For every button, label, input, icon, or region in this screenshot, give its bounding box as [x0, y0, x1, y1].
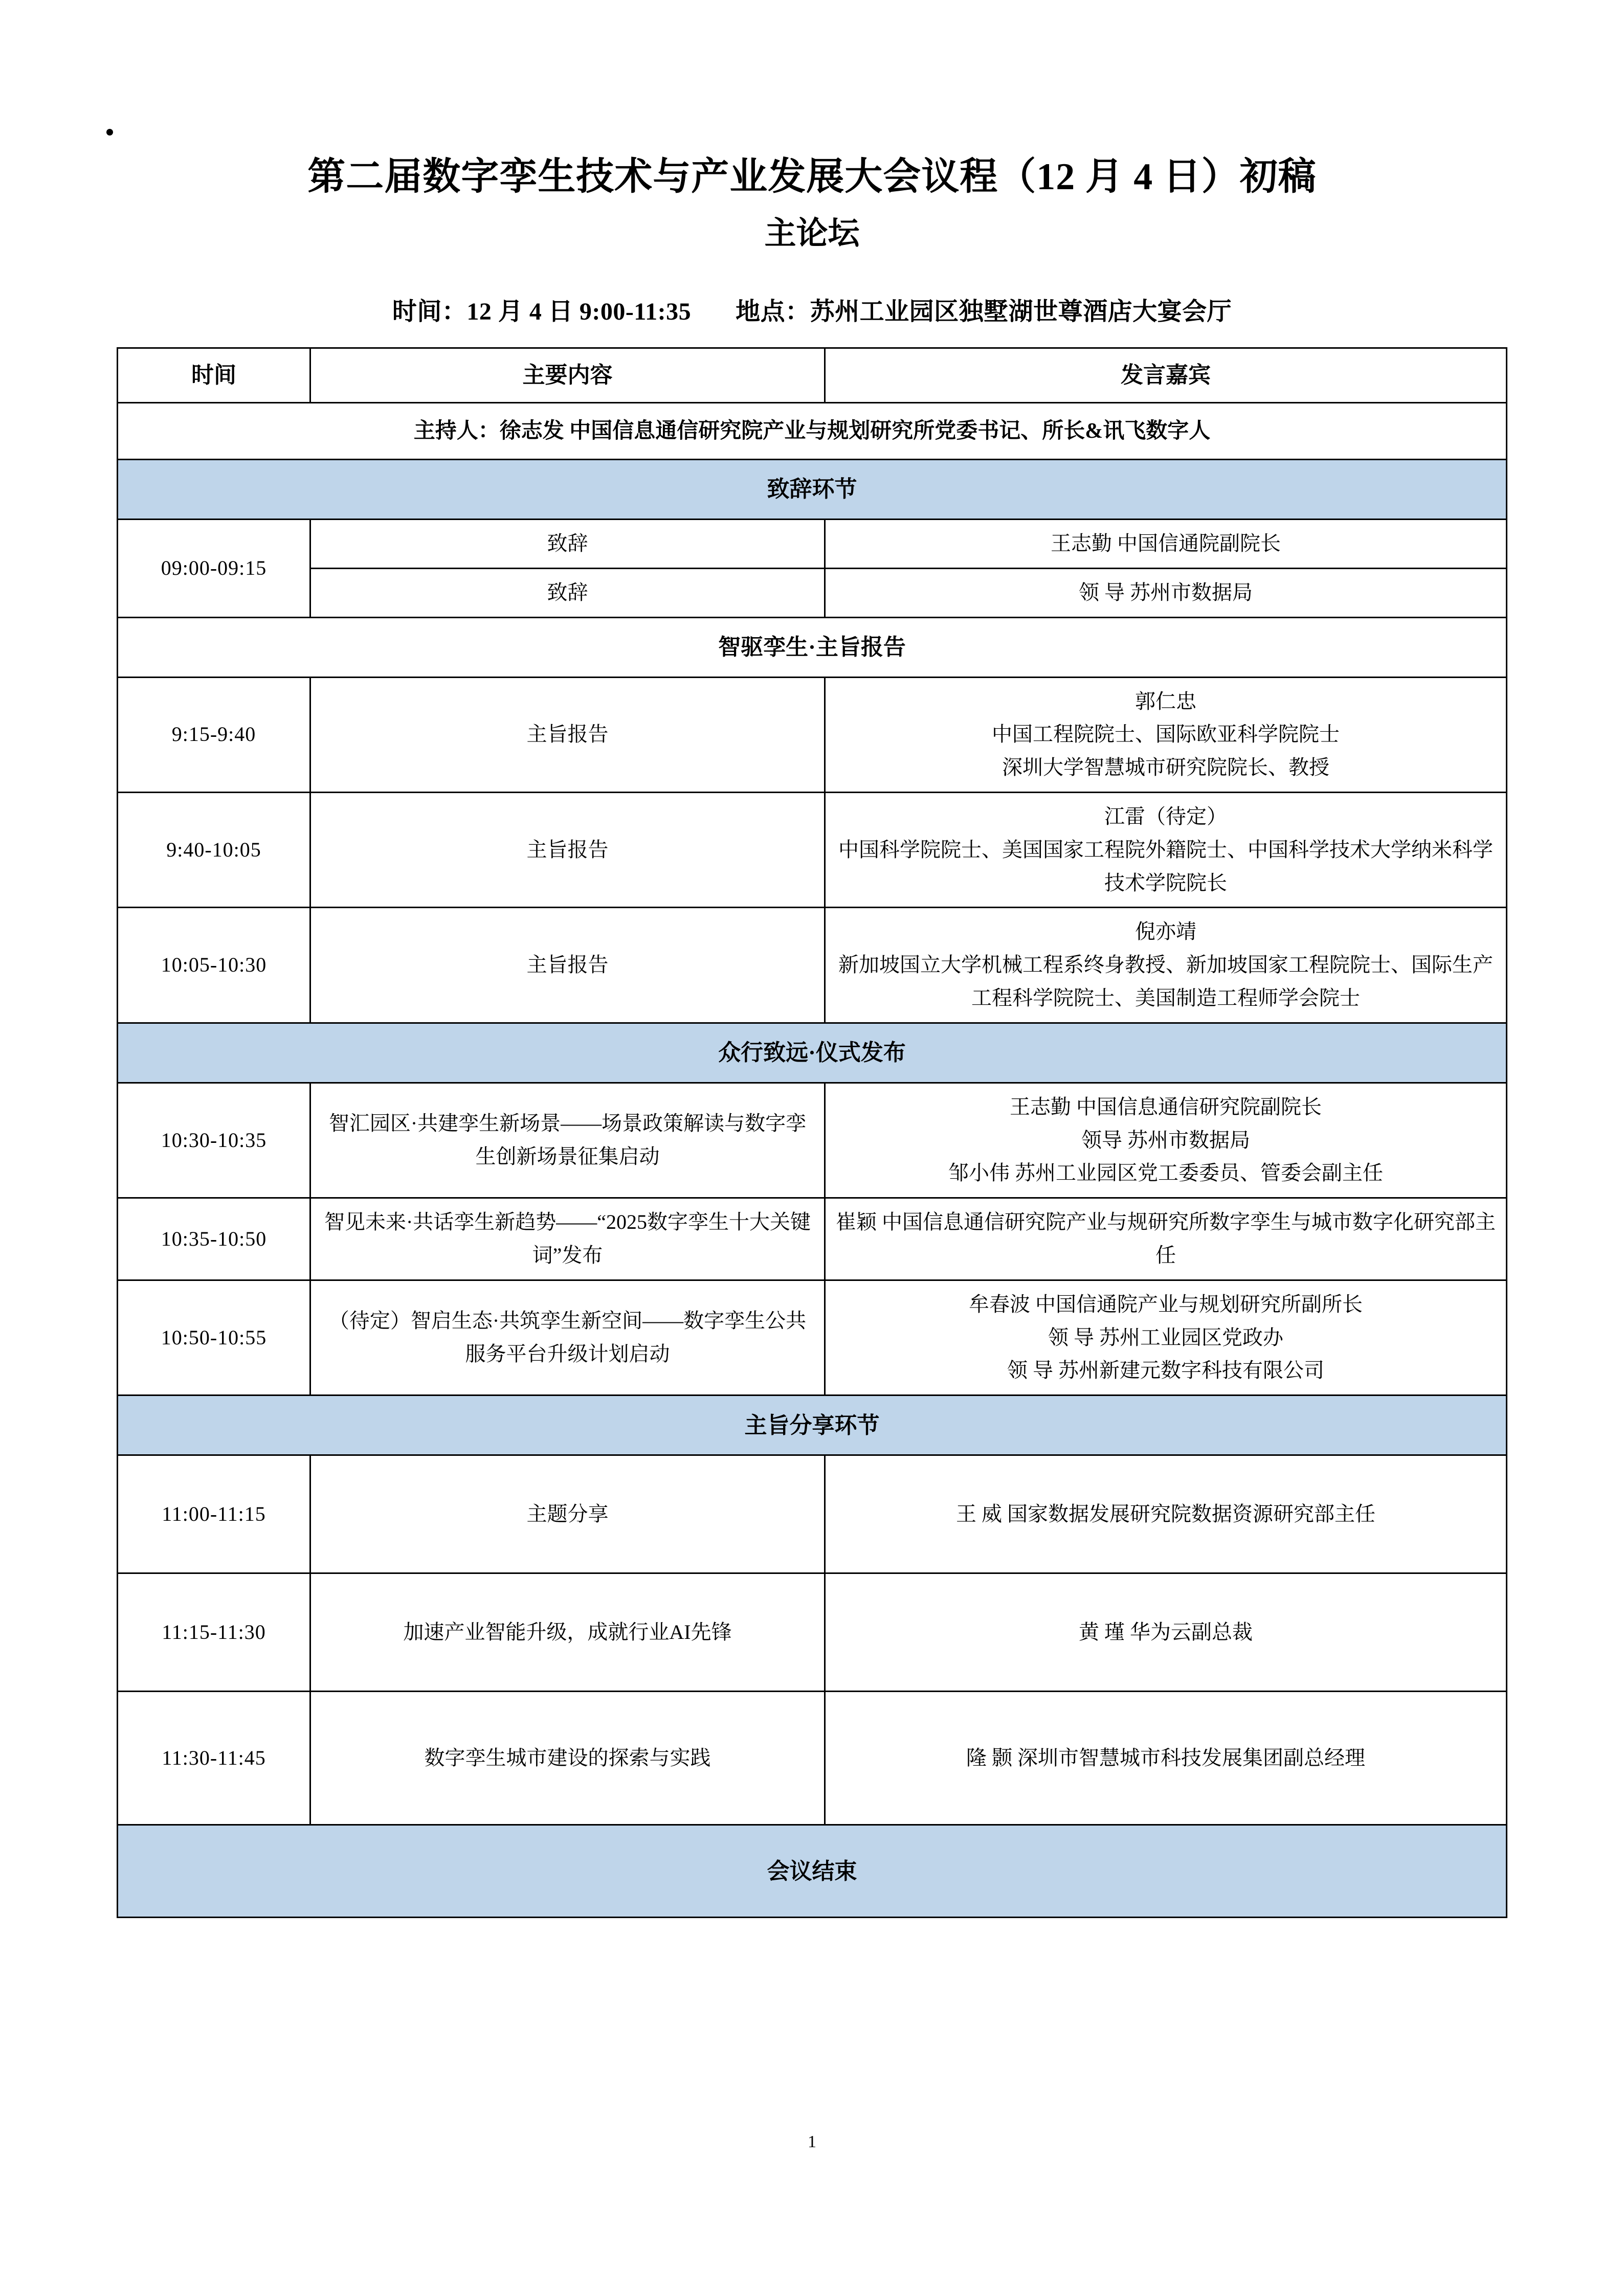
guest-cell — [825, 1083, 1507, 1198]
time-cell: 09:00-09:15 — [118, 520, 310, 618]
time-cell: 10:30-10:35 — [118, 1083, 310, 1198]
topic-cell: 智汇园区·共建孪生新场景——场景政策解读与数字孪生创新场景征集启动 — [310, 1083, 825, 1198]
topic-cell: 致辞 — [310, 568, 825, 617]
event-place: 地点：苏州工业园区独墅湖世尊酒店大宴会厅 — [736, 298, 1232, 325]
time-cell: 10:35-10:50 — [118, 1198, 310, 1280]
page-title: 第二届数字孪生技术与产业发展大会议程（12 月 4 日）初稿 — [307, 156, 1317, 198]
guest-title-line: 领 导 苏州工业园区党政办 — [1048, 1325, 1283, 1349]
guest-title-line: 王志勤 中国信息通信研究院副院长 — [1010, 1095, 1322, 1118]
guest-cell — [825, 1280, 1507, 1395]
guest-title-line: 深圳大学智慧城市研究院院长、教授 — [1002, 756, 1329, 779]
guest-cell: 王 威 国家数据发展研究院数据资源研究部主任 — [825, 1455, 1507, 1573]
table-row — [118, 520, 1507, 569]
section-row-sharing — [118, 1395, 1507, 1455]
section-header-sharing: 主旨分享环节 — [118, 1395, 1507, 1455]
section-row-opening — [118, 460, 1507, 520]
guest-title-line: 领导 苏州市数据局 — [1081, 1128, 1250, 1152]
guest-cell: 隆 颢 深圳市智慧城市科技发展集团副总经理 — [825, 1692, 1507, 1825]
guest-cell — [825, 677, 1507, 792]
guest-title-line: 牟春波 中国信通院产业与规划研究所副所长 — [969, 1292, 1363, 1316]
guest-cell — [825, 792, 1507, 907]
topic-cell: 致辞 — [310, 520, 825, 569]
time-cell: 11:00-11:15 — [118, 1455, 310, 1573]
guest-name: 郭仁忠 — [1135, 689, 1196, 713]
topic-cell: 主旨报告 — [310, 792, 825, 907]
topic-cell: 主旨报告 — [310, 908, 825, 1023]
time-cell: 9:15-9:40 — [118, 677, 310, 792]
column-header-topic: 主要内容 — [310, 348, 825, 403]
time-cell: 11:15-11:30 — [118, 1573, 310, 1692]
guest-cell: 黄 瑾 华为云副总裁 — [825, 1573, 1507, 1692]
guest-cell — [825, 908, 1507, 1023]
topic-cell: 数字孪生城市建设的探索与实践 — [310, 1692, 825, 1825]
time-cell: 9:40-10:05 — [118, 792, 310, 907]
guest-cell: 崔颖 中国信息通信研究院产业与规研究所数字孪生与城市数字化研究部主任 — [825, 1198, 1507, 1280]
guest-name: 倪亦靖 — [1135, 920, 1196, 943]
guest-title-line: 邹小伟 苏州工业园区党工委委员、管委会副主任 — [948, 1161, 1383, 1185]
section-header-end: 会议结束 — [118, 1825, 1507, 1918]
topic-cell: 主题分享 — [310, 1455, 825, 1573]
column-header-guest: 发言嘉宾 — [825, 348, 1507, 403]
guest-title-line: 中国工程院院士、国际欧亚科学院院士 — [992, 723, 1340, 746]
table-row — [118, 908, 1507, 1023]
topic-cell: 智见未来·共话孪生新趋势——“2025数字孪生十大关键词”发布 — [310, 1198, 825, 1280]
guest-cell: 领 导 苏州市数据局 — [825, 568, 1507, 617]
section-header-ceremony: 众行致远·仪式发布 — [118, 1023, 1507, 1083]
table-row — [118, 1280, 1507, 1395]
table-row — [118, 677, 1507, 792]
time-cell: 10:50-10:55 — [118, 1280, 310, 1395]
host-cell: 主持人：徐志发 中国信息通信研究院产业与规划研究所党委书记、所长&讯飞数字人 — [118, 403, 1507, 460]
table-row — [118, 568, 1507, 617]
event-meta-line — [0, 254, 1624, 347]
guest-cell: 王志勤 中国信通院副院长 — [825, 520, 1507, 569]
table-row — [118, 1083, 1507, 1198]
guest-title-line: 中国科学院院士、美国国家工程院外籍院士、中国科学技术大学纳米科学技术学院院长 — [838, 838, 1493, 894]
table-row — [118, 1198, 1507, 1280]
guest-name: 江雷（待定） — [1104, 804, 1227, 828]
stray-period-mark — [106, 129, 113, 136]
table-row-host — [118, 403, 1507, 460]
event-time: 时间：12 月 4 日 9:00-11:35 — [392, 298, 692, 325]
page-subtitle: 主论坛 — [764, 216, 860, 251]
topic-cell: （待定）智启生态·共筑孪生新空间——数字孪生公共服务平台升级计划启动 — [310, 1280, 825, 1395]
topic-cell: 主旨报告 — [310, 677, 825, 792]
table-header-row — [118, 348, 1507, 403]
time-cell: 10:05-10:30 — [118, 908, 310, 1023]
time-cell: 11:30-11:45 — [118, 1692, 310, 1825]
table-row — [118, 1692, 1507, 1825]
section-header-opening: 致辞环节 — [118, 460, 1507, 520]
guest-title-line: 新加坡国立大学机械工程系终身教授、新加坡国家工程院院士、国际生产工程科学院院士、美国制造工程师学会院士 — [838, 953, 1493, 1009]
guest-title-line: 领 导 苏州新建元数字科技有限公司 — [1007, 1359, 1324, 1382]
section-row-keynote — [118, 617, 1507, 677]
section-header-keynote: 智驱孪生·主旨报告 — [118, 617, 1507, 677]
table-row — [118, 1573, 1507, 1692]
section-row-end — [118, 1825, 1507, 1918]
table-row — [118, 1455, 1507, 1573]
section-row-ceremony — [118, 1023, 1507, 1083]
page-number: 1 — [808, 2132, 816, 2151]
column-header-time: 时间 — [118, 348, 310, 403]
table-row — [118, 792, 1507, 907]
topic-cell: 加速产业智能升级，成就行业AI先锋 — [310, 1573, 825, 1692]
agenda-table — [117, 347, 1507, 1918]
